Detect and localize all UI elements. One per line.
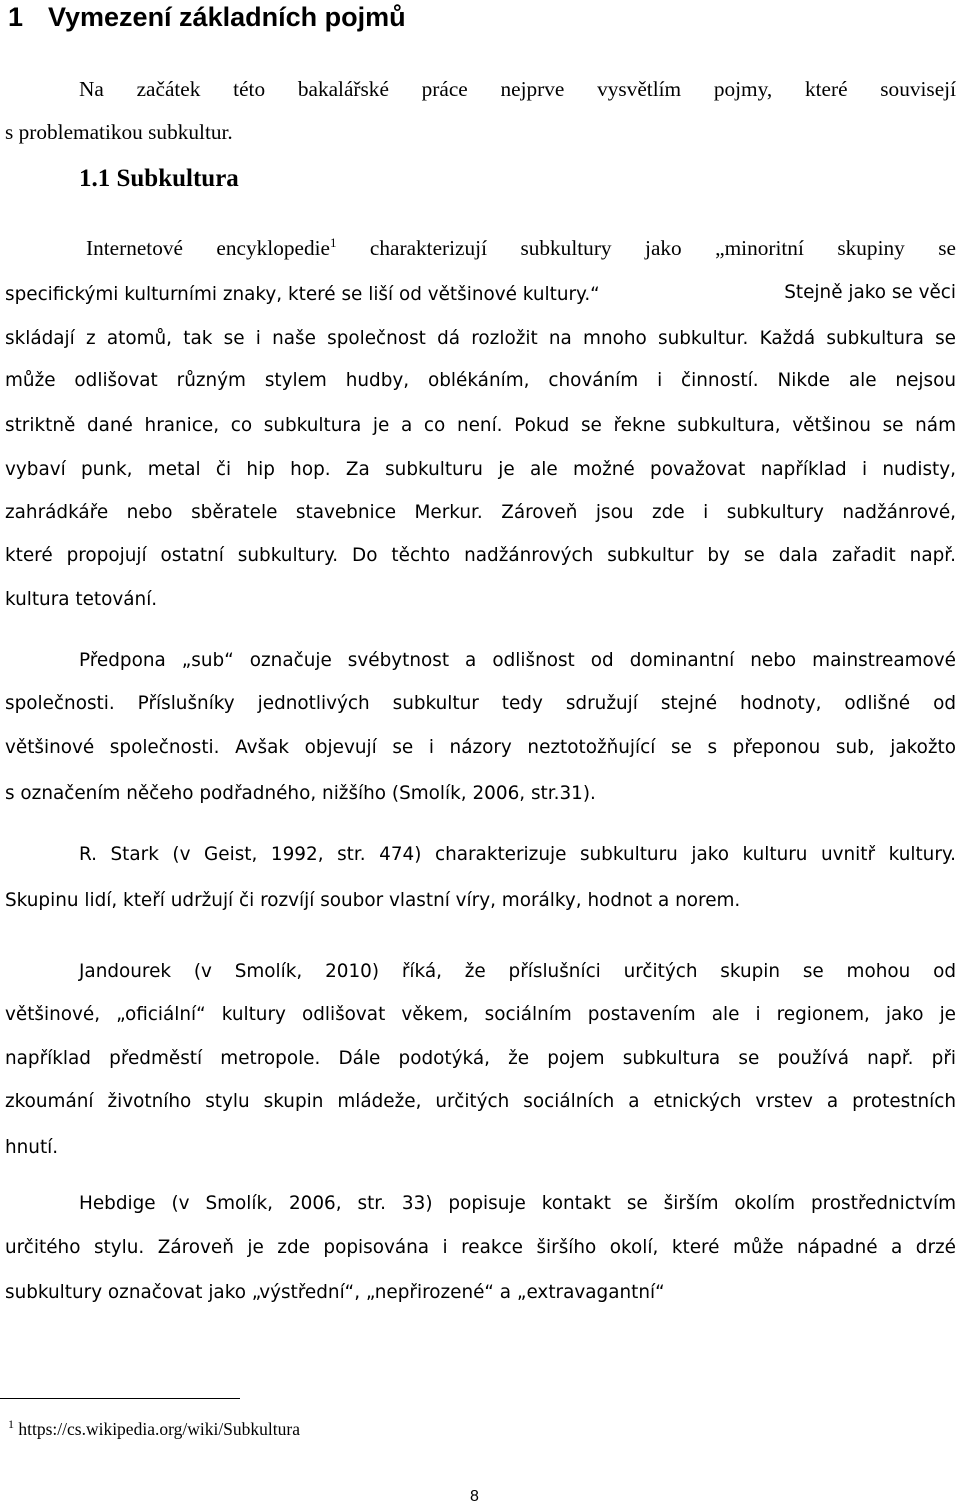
para4-line-1: Jandourek (v Smolík, 2010) říká, že příslušníci určitých skupin se mohou od <box>79 961 956 982</box>
para2-line-1: Předpona „sub“ označuje svébytnost a odlišnost od dominantní nebo mainstreamové <box>79 650 956 671</box>
chapter-heading <box>8 0 406 34</box>
para5-line-2: určitého stylu. Zároveň je zde popisována i reakce širšího okolí, které může nápadné a drzé <box>5 1237 956 1258</box>
para1-line-5: striktně dané hranice, co subkultura je a co není. Pokud se řekne subkultura, většinou se nám <box>5 415 956 436</box>
intro-line-1: Na začátek této bakalářské práce nejprve vysvětlím pojmy, které souvisejí <box>79 77 956 101</box>
page-number: 8 <box>470 1488 479 1505</box>
para3-line-2: Skupinu lidí, kteří udržují či rozvíjí soubor vlastní víry, morálky, hodnot a norem. <box>5 890 741 911</box>
para1-line-7: zahrádkáře nebo sběratele stavebnice Merkur. Zároveň jsou zde i subkultury nadžánrové, <box>5 502 956 523</box>
para1-line-4: může odlišovat různým stylem hudby, oblékáním, chováním i činností. Nikde ale nejsou <box>5 370 956 391</box>
para4-line-5: hnutí. <box>5 1137 59 1158</box>
intro-line-2: s problematikou subkultur. <box>5 120 233 144</box>
para1-line-3: skládají z atomů, tak se i naše společnost dá rozložit na mnoho subkultur. Každá subkultura se <box>5 328 957 349</box>
chapter-title: Vymezení základních pojmů <box>48 2 406 32</box>
section-number: 1.1 <box>79 165 111 192</box>
para2-line-3: většinové společnosti. Avšak objevují se i názory neztotožňující se s přeponou sub, jakožto <box>5 737 956 758</box>
para2-line-2: společnosti. Příslušníky jednotlivých subkultur tedy sdružují stejné hodnoty, odlišné od <box>5 693 956 714</box>
section-title: Subkultura <box>116 165 239 192</box>
footnote-divider <box>0 1398 240 1399</box>
para5-line-3: subkultury označovat jako „výstřední“, „nepřirozené“ a „extravagantní“ <box>5 1282 665 1303</box>
para1-line-6: vybaví punk, metal či hip hop. Za subkulturu je ale možné považovat například i nudisty, <box>5 459 956 480</box>
footnote-reference[interactable]: 1 <box>329 234 337 250</box>
para2-line-4: s označením něčeho podřadného, nižšího (Smolík, 2006, str.31). <box>5 783 596 804</box>
chapter-number: 1 <box>8 2 24 32</box>
para4-line-4: zkoumání životního stylu skupin mládeže, určitých sociálních a etnických vrstev a protestních <box>5 1091 956 1112</box>
para1-line-1: Internetové encyklopedie$^1$ charakterizují subkultury jako „minoritní skupiny se <box>86 234 956 260</box>
section-heading <box>79 162 239 196</box>
footnote <box>8 1416 300 1442</box>
para3-line-1: R. Stark (v Geist, 1992, str. 474) charakterizuje subkulturu jako kulturu uvnitř kultury. <box>79 844 956 865</box>
para1-line-9: kultura tetování. <box>5 589 158 610</box>
para1-line-2: specifickými kulturními znaky, které se liší od většinové kultury.“ Stejně jako se věci <box>5 282 956 305</box>
footnote-number: 1 <box>8 1417 14 1432</box>
para4-line-2: většinové, „oficiální“ kultury odlišovat věkem, sociálním postavením ale i regionem, jako je <box>5 1004 956 1025</box>
para5-line-1: Hebdige (v Smolík, 2006, str. 33) popisuje kontakt se širším okolím prostřednictvím <box>79 1193 956 1214</box>
para4-line-3: například předměstí metropole. Dále podotýká, že pojem subkultura se používá např. při <box>5 1048 956 1069</box>
para1-line-8: které propojují ostatní subkultury. Do těchto nadžánrových subkultur by se dala zařadit např. <box>5 545 956 566</box>
footnote-link[interactable]: https://cs.wikipedia.org/wiki/Subkultura <box>14 1419 300 1439</box>
